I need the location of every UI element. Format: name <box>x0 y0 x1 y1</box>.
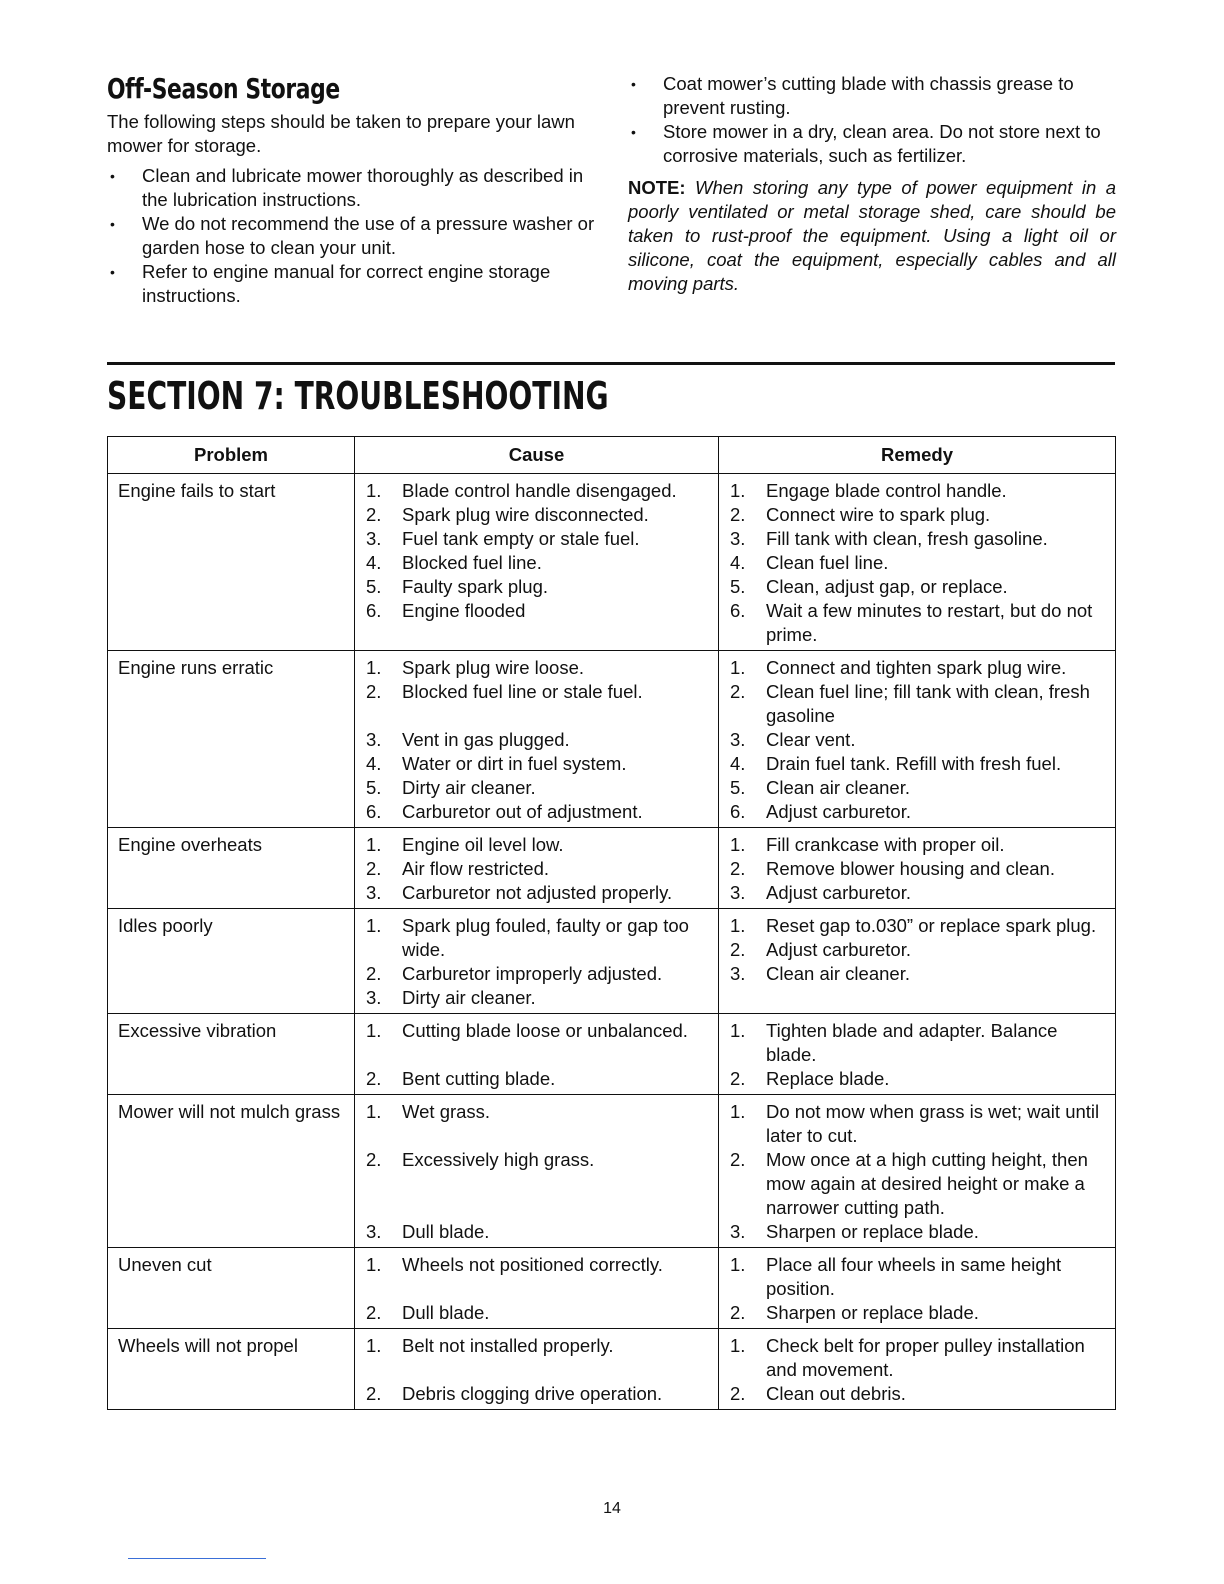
item-text: Clean out debris. <box>766 1383 906 1404</box>
cause-item <box>355 800 718 824</box>
remedy-item <box>719 1019 1115 1067</box>
cause-cell <box>355 828 719 909</box>
cause-cell <box>355 651 719 828</box>
cause-item <box>355 1220 718 1244</box>
item-number: 1. <box>366 1020 382 1041</box>
remedy-cell <box>719 1014 1116 1095</box>
item-text: Engage blade control handle. <box>766 480 1007 501</box>
remedy-item <box>719 551 1115 575</box>
item-text: Dull blade. <box>402 1221 490 1242</box>
item-number: 5. <box>366 777 382 798</box>
remedy-item <box>719 656 1115 680</box>
remedy-item <box>719 776 1115 800</box>
remedy-cell <box>719 651 1116 828</box>
problem-cell: Idles poorly <box>108 909 355 1014</box>
bullet-item: • Coat mower’s cutting blade with chassis grease to prevent rusting. <box>631 73 1074 118</box>
item-text: Adjust carburetor. <box>766 801 911 822</box>
line-spacer <box>355 704 718 728</box>
storage-bullets-right <box>628 72 1116 168</box>
item-text: Belt not installed properly. <box>402 1335 614 1356</box>
item-number: 6. <box>730 600 746 621</box>
remedy-item <box>719 1334 1115 1382</box>
remedy-cell <box>719 828 1116 909</box>
line-spacer <box>355 1043 718 1067</box>
remedy-item <box>719 479 1115 503</box>
cause-item <box>355 881 718 905</box>
item-number: 3. <box>730 1221 746 1242</box>
remedy-item <box>719 1253 1115 1301</box>
item-number: 2. <box>730 939 746 960</box>
table-row <box>108 1248 1116 1329</box>
problem-cell: Engine fails to start <box>108 474 355 651</box>
remedy-item <box>719 680 1115 728</box>
item-text: Place all four wheels in same height position. <box>766 1254 1062 1299</box>
item-text: Sharpen or replace blade. <box>766 1221 979 1242</box>
item-text: Clean air cleaner. <box>766 963 910 984</box>
bullet-icon: • <box>631 76 636 92</box>
table-header-row <box>108 437 1116 474</box>
item-text: Mow once at a high cutting height, then mow again at desired height or make a narrower cutting path. <box>766 1149 1088 1218</box>
remedy-cell <box>719 1248 1116 1329</box>
item-text: Do not mow when grass is wet; wait until later to cut. <box>766 1101 1100 1146</box>
remedy-item <box>719 857 1115 881</box>
cause-item <box>355 599 718 623</box>
section-divider <box>107 362 1115 365</box>
item-text: Reset gap to.030” or replace spark plug. <box>766 915 1097 936</box>
item-number: 5. <box>730 777 746 798</box>
remedy-cell <box>719 474 1116 651</box>
cause-item <box>355 1334 718 1358</box>
item-text: Excessively high grass. <box>402 1149 595 1170</box>
item-number: 2. <box>366 1068 382 1089</box>
item-number: 2. <box>366 1302 382 1323</box>
item-number: 2. <box>730 1068 746 1089</box>
section-title: SECTION 7: TROUBLESHOOTING <box>107 374 609 418</box>
cause-item <box>355 503 718 527</box>
item-text: Carburetor improperly adjusted. <box>402 963 663 984</box>
table-row <box>108 828 1116 909</box>
item-text: Sharpen or replace blade. <box>766 1302 979 1323</box>
item-number: 2. <box>366 1383 382 1404</box>
item-number: 2. <box>366 681 382 702</box>
item-number: 1. <box>730 1101 746 1122</box>
problem-cell: Mower will not mulch grass <box>108 1095 355 1248</box>
item-number: 1. <box>730 1020 746 1041</box>
item-text: Cutting blade loose or unbalanced. <box>402 1020 688 1041</box>
item-number: 1. <box>730 915 746 936</box>
item-text: Blocked fuel line or stale fuel. <box>402 681 643 702</box>
item-number: 2. <box>730 1302 746 1323</box>
item-number: 5. <box>366 576 382 597</box>
item-number: 2. <box>730 504 746 525</box>
item-number: 1. <box>366 834 382 855</box>
bullet-icon: • <box>110 216 115 232</box>
item-number: 3. <box>366 987 382 1008</box>
item-number: 3. <box>730 882 746 903</box>
item-text: Spark plug wire loose. <box>402 657 585 678</box>
item-text: Wait a few minutes to restart, but do not prime. <box>766 600 1093 645</box>
line-spacer <box>355 1124 718 1148</box>
cause-item <box>355 1148 718 1172</box>
item-text: Blade control handle disengaged. <box>402 480 677 501</box>
cause-item <box>355 1301 718 1325</box>
item-text: Engine oil level low. <box>402 834 564 855</box>
cause-item <box>355 833 718 857</box>
item-number: 1. <box>366 1335 382 1356</box>
remedy-item <box>719 503 1115 527</box>
remedy-cell <box>719 909 1116 1014</box>
line-spacer <box>355 1172 718 1196</box>
item-number: 3. <box>730 963 746 984</box>
table-row <box>108 1329 1116 1410</box>
storage-intro: The following steps should be taken to prepare your lawn mower for storage. <box>107 111 575 156</box>
note-text: When storing any type of power equipment in a poorly ventilated or metal storage shed, care should be taken to rust-proof the equipment. Using a light oil or silicone, coat the equipment, especially cables and all moving parts. <box>628 177 1116 294</box>
bullet-icon: • <box>631 124 636 140</box>
item-number: 2. <box>366 1149 382 1170</box>
line-spacer <box>355 1196 718 1220</box>
bullet-item: • Clean and lubricate mower thoroughly as described in the lubrication instructions. <box>110 165 584 210</box>
item-number: 1. <box>366 1101 382 1122</box>
problem-cell: Engine overheats <box>108 828 355 909</box>
cause-item <box>355 1067 718 1091</box>
remedy-item <box>719 728 1115 752</box>
item-number: 4. <box>366 753 382 774</box>
bullet-item: • We do not recommend the use of a pressure washer or garden hose to clean your unit. <box>110 213 595 258</box>
item-number: 1. <box>730 1335 746 1356</box>
header-problem: Problem <box>108 437 355 474</box>
item-number: 1. <box>730 657 746 678</box>
remedy-item <box>719 800 1115 824</box>
item-text: Carburetor out of adjustment. <box>402 801 643 822</box>
item-number: 6. <box>366 600 382 621</box>
item-text: Drain fuel tank. Refill with fresh fuel. <box>766 753 1062 774</box>
item-text: Blocked fuel line. <box>402 552 542 573</box>
item-text: Adjust carburetor. <box>766 939 911 960</box>
storage-right-column <box>628 72 1116 315</box>
item-text: Spark plug wire disconnected. <box>402 504 649 525</box>
line-spacer <box>355 1358 718 1382</box>
cause-item <box>355 656 718 680</box>
remedy-item <box>719 575 1115 599</box>
remedy-item <box>719 527 1115 551</box>
cause-item <box>355 1100 718 1124</box>
cause-cell <box>355 1329 719 1410</box>
header-remedy: Remedy <box>719 437 1116 474</box>
cause-item <box>355 914 718 962</box>
cause-item <box>355 479 718 503</box>
item-number: 3. <box>730 528 746 549</box>
remedy-item <box>719 1220 1115 1244</box>
problem-cell: Uneven cut <box>108 1248 355 1329</box>
item-number: 2. <box>730 858 746 879</box>
item-number: 5. <box>730 576 746 597</box>
bullet-icon: • <box>110 168 115 184</box>
remedy-item <box>719 1100 1115 1148</box>
item-number: 1. <box>366 657 382 678</box>
bullet-item: • Refer to engine manual for correct engine storage instructions. <box>110 261 551 306</box>
item-text: Tighten blade and adapter. Balance blade. <box>766 1020 1058 1065</box>
cause-item <box>355 986 718 1010</box>
cause-item <box>355 752 718 776</box>
cause-item <box>355 776 718 800</box>
cause-item <box>355 575 718 599</box>
item-text: Air flow restricted. <box>402 858 550 879</box>
cause-cell <box>355 1095 719 1248</box>
cause-item <box>355 680 718 704</box>
problem-cell: Engine runs erratic <box>108 651 355 828</box>
item-number: 3. <box>366 729 382 750</box>
table-row <box>108 1014 1116 1095</box>
item-text: Dirty air cleaner. <box>402 987 536 1008</box>
remedy-item <box>719 752 1115 776</box>
item-number: 3. <box>366 1221 382 1242</box>
item-number: 4. <box>366 552 382 573</box>
page-number: 14 <box>603 1500 621 1517</box>
remedy-item <box>719 599 1115 647</box>
storage-title: Off-Season Storage <box>107 72 340 105</box>
remedy-item <box>719 881 1115 905</box>
item-text: Spark plug fouled, faulty or gap too wide. <box>402 915 689 960</box>
item-text: Vent in gas plugged. <box>402 729 570 750</box>
remedy-item <box>719 833 1115 857</box>
item-text: Carburetor not adjusted properly. <box>402 882 673 903</box>
item-text: Connect wire to spark plug. <box>766 504 991 525</box>
item-text: Check belt for proper pulley installation and movement. <box>766 1335 1085 1380</box>
item-number: 6. <box>366 801 382 822</box>
item-text: Debris clogging drive operation. <box>402 1383 663 1404</box>
table-row <box>108 909 1116 1014</box>
item-number: 3. <box>366 882 382 903</box>
item-text: Fuel tank empty or stale fuel. <box>402 528 640 549</box>
remedy-item <box>719 1067 1115 1091</box>
footer-link-line <box>128 1558 266 1559</box>
item-number: 3. <box>366 528 382 549</box>
item-text: Clean fuel line. <box>766 552 889 573</box>
item-text: Wheels not positioned correctly. <box>402 1254 663 1275</box>
bullet-icon: • <box>110 264 115 280</box>
remedy-item <box>719 914 1115 938</box>
item-text: Faulty spark plug. <box>402 576 549 597</box>
cause-item <box>355 1019 718 1043</box>
table-row <box>108 1095 1116 1248</box>
item-number: 4. <box>730 552 746 573</box>
storage-bullets-left <box>107 164 595 308</box>
item-number: 1. <box>366 480 382 501</box>
remedy-cell <box>719 1329 1116 1410</box>
problem-cell: Wheels will not propel <box>108 1329 355 1410</box>
remedy-item <box>719 1148 1115 1220</box>
header-cause: Cause <box>355 437 719 474</box>
item-text: Replace blade. <box>766 1068 890 1089</box>
storage-note <box>628 176 1116 296</box>
cause-item <box>355 551 718 575</box>
remedy-item <box>719 1301 1115 1325</box>
item-text: Dirty air cleaner. <box>402 777 536 798</box>
cause-cell <box>355 909 719 1014</box>
cause-item <box>355 527 718 551</box>
item-number: 4. <box>730 753 746 774</box>
item-number: 2. <box>366 858 382 879</box>
remedy-item <box>719 1382 1115 1406</box>
remedy-cell <box>719 1095 1116 1248</box>
problem-cell: Excessive vibration <box>108 1014 355 1095</box>
line-spacer <box>355 1277 718 1301</box>
item-text: Engine flooded <box>402 600 526 621</box>
item-number: 2. <box>366 963 382 984</box>
item-number: 2. <box>730 1383 746 1404</box>
item-number: 3. <box>730 729 746 750</box>
item-number: 1. <box>366 915 382 936</box>
item-text: Dull blade. <box>402 1302 490 1323</box>
table-row <box>108 474 1116 651</box>
troubleshooting-table <box>107 436 1116 1410</box>
item-number: 1. <box>730 1254 746 1275</box>
cause-item <box>355 857 718 881</box>
note-label: NOTE: <box>628 177 686 198</box>
bullet-item: • Store mower in a dry, clean area. Do not store next to corrosive materials, such as fertilizer. <box>631 121 1101 166</box>
item-number: 2. <box>366 504 382 525</box>
item-number: 1. <box>730 480 746 501</box>
remedy-item <box>719 938 1115 962</box>
item-number: 1. <box>366 1254 382 1275</box>
item-text: Remove blower housing and clean. <box>766 858 1055 879</box>
cause-item <box>355 1253 718 1277</box>
item-text: Adjust carburetor. <box>766 882 911 903</box>
item-text: Connect and tighten spark plug wire. <box>766 657 1067 678</box>
item-number: 1. <box>730 834 746 855</box>
item-text: Clean fuel line; fill tank with clean, fresh gasoline <box>766 681 1090 726</box>
item-text: Fill tank with clean, fresh gasoline. <box>766 528 1048 549</box>
item-text: Bent cutting blade. <box>402 1068 556 1089</box>
item-text: Water or dirt in fuel system. <box>402 753 627 774</box>
item-text: Fill crankcase with proper oil. <box>766 834 1005 855</box>
table-row <box>108 651 1116 828</box>
cause-cell <box>355 1014 719 1095</box>
cause-cell <box>355 474 719 651</box>
item-number: 2. <box>730 681 746 702</box>
item-number: 2. <box>730 1149 746 1170</box>
item-number: 6. <box>730 801 746 822</box>
storage-left-column <box>107 72 595 308</box>
cause-item <box>355 1382 718 1406</box>
cause-item <box>355 962 718 986</box>
item-text: Clear vent. <box>766 729 856 750</box>
cause-item <box>355 728 718 752</box>
item-text: Clean, adjust gap, or replace. <box>766 576 1008 597</box>
item-text: Wet grass. <box>402 1101 491 1122</box>
item-text: Clean air cleaner. <box>766 777 910 798</box>
cause-cell <box>355 1248 719 1329</box>
remedy-item <box>719 962 1115 986</box>
